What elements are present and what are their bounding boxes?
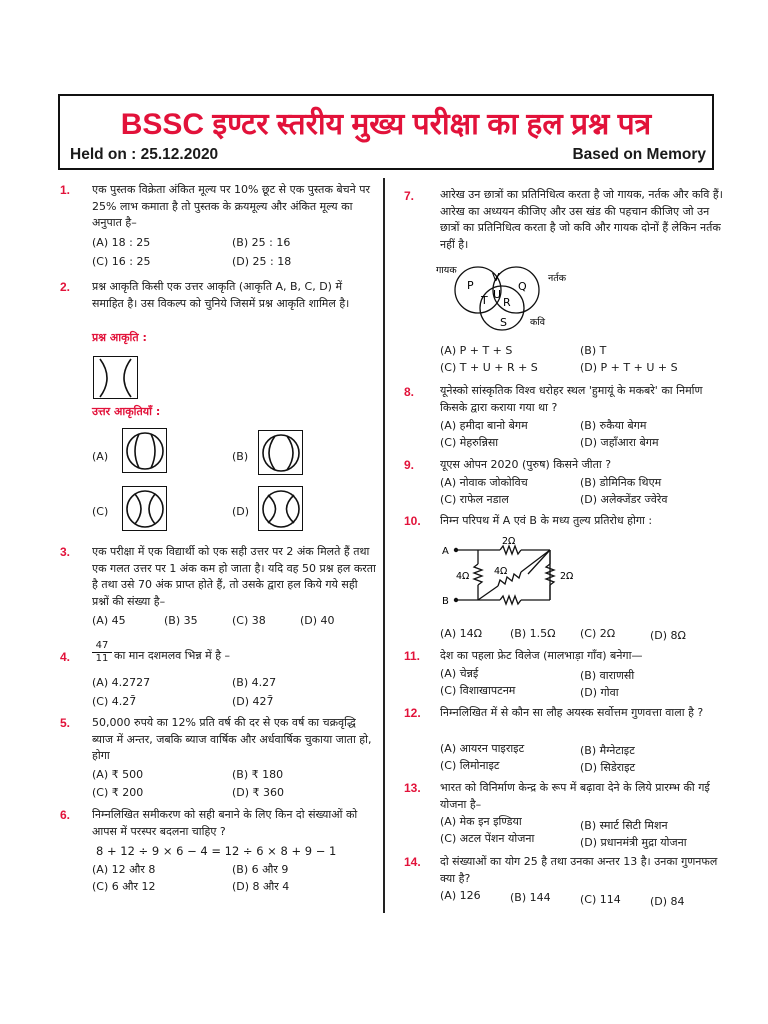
question-text: निम्नलिखित में से कौन सा लौह अयस्क सर्वोत्तम गुणवत्ता वाला है ? bbox=[440, 706, 704, 719]
region-v: V bbox=[492, 271, 500, 284]
figure-b-shape bbox=[259, 431, 304, 476]
figure-d-shape bbox=[259, 487, 304, 532]
option-c[interactable]: (C) 4.27̄ bbox=[92, 695, 137, 708]
option-a[interactable]: (A) नोवाक जोकोविच bbox=[440, 476, 528, 489]
fraction bbox=[92, 640, 112, 665]
option-d[interactable]: (D) 84 bbox=[650, 895, 685, 908]
answer-figure-c[interactable] bbox=[122, 486, 167, 531]
question-text: यूनेस्को सांस्कृतिक विश्व धरोहर स्थल 'हुमायूं के मकबरे' का निर्माण किसके द्वारा कराया गया था ? bbox=[440, 384, 703, 414]
region-t: T bbox=[481, 294, 488, 307]
based-on-memory: Based on Memory bbox=[572, 146, 706, 163]
option-a[interactable]: (A) 18 : 25 bbox=[92, 236, 151, 249]
question-number: 11. bbox=[404, 649, 421, 663]
option-b[interactable]: (B) 25 : 16 bbox=[232, 236, 291, 249]
option-d[interactable]: (D) 25 : 18 bbox=[232, 255, 292, 268]
held-on-date: Held on : 25.12.2020 bbox=[70, 146, 219, 163]
resistor-right-label: 2Ω bbox=[560, 571, 574, 582]
region-r: R bbox=[503, 296, 511, 309]
option-d[interactable]: (D) जहाँआरा बेगम bbox=[580, 436, 659, 449]
resistor-left-label: 4Ω bbox=[456, 571, 470, 582]
option-b[interactable]: (B) 4.27 bbox=[232, 676, 277, 689]
figure-a-shape bbox=[123, 429, 168, 474]
option-d[interactable]: (D) अलेक्जेंडर ज्वेरेव bbox=[580, 493, 668, 506]
figure-c-shape bbox=[123, 487, 168, 532]
question-number: 1. bbox=[60, 183, 71, 197]
option-d[interactable]: (D) P + T + U + S bbox=[580, 361, 678, 374]
question-number: 3. bbox=[60, 545, 71, 559]
option-b[interactable]: (B) 35 bbox=[164, 614, 198, 627]
question-text: निम्नलिखित समीकरण को सही बनाने के लिए किन दो संख्याओं को आपस में परस्पर बदलना चाहिए ? bbox=[92, 808, 358, 838]
resistor-middle-label: 4Ω bbox=[494, 566, 508, 577]
question-number: 4. bbox=[60, 650, 71, 664]
terminal-a-label: A bbox=[442, 546, 449, 557]
answer-figure-d[interactable] bbox=[258, 486, 303, 531]
option-c[interactable]: (C) विशाखापटनम bbox=[440, 684, 516, 697]
option-d[interactable]: (D) 40 bbox=[300, 614, 335, 627]
question-text: एक पुस्तक विक्रेता अंकित मूल्य पर 10% छूट से एक पुस्तक बेचने पर 25% लाभ कमाता है तो पुस्तक के क्रयमूल्य और अंकित मूल्य का अनुपात है– bbox=[92, 183, 371, 229]
option-d[interactable]: (D) प्रधानमंत्री मुद्रा योजना bbox=[580, 836, 687, 849]
option-c[interactable]: (C) 114 bbox=[580, 893, 621, 906]
answer-figure-a[interactable] bbox=[122, 428, 167, 473]
option-b[interactable]: (B) bbox=[232, 450, 249, 463]
option-c[interactable]: (C) bbox=[92, 505, 109, 518]
option-c[interactable]: (C) 16 : 25 bbox=[92, 255, 151, 268]
option-c[interactable]: (C) T + U + R + S bbox=[440, 361, 538, 374]
question-text: आरेख उन छात्रों का प्रतिनिधित्व करता है जो गायक, नर्तक और कवि हैं। आरेख का अध्ययन कीजिए और उस खंड की पहचान कीजिए जो उन छात्रों का प्रतिनिधित्व करता है जो कवि और गायक दोनों हैं लेकिन नर्तक नहीं है। bbox=[440, 188, 723, 251]
terminal-b bbox=[454, 598, 458, 602]
option-b[interactable]: (B) स्मार्ट सिटी मिशन bbox=[580, 819, 668, 832]
option-a[interactable]: (A) bbox=[92, 450, 109, 463]
page-title: BSSC इण्टर स्तरीय मुख्य परीक्षा का हल प्रश्न पत्र bbox=[120, 108, 652, 141]
option-b[interactable]: (B) T bbox=[580, 344, 607, 357]
question-number: 13. bbox=[404, 781, 421, 795]
option-c[interactable]: (C) 2Ω bbox=[580, 627, 616, 640]
question-number: 7. bbox=[404, 189, 415, 203]
question-text: भारत को विनिर्माण केन्द्र के रूप में बढ़ावा देने के लिये प्रारम्भ की गई योजना है– bbox=[440, 781, 710, 811]
question-number: 6. bbox=[60, 808, 71, 822]
option-b[interactable]: (B) वाराणसी bbox=[580, 669, 635, 682]
option-a[interactable]: (A) चेन्नई bbox=[440, 667, 479, 680]
option-a[interactable]: (A) 4.2727 bbox=[92, 676, 151, 689]
question-figure-arcs bbox=[94, 357, 139, 400]
option-a[interactable]: (A) आयरन पाइराइट bbox=[440, 742, 525, 755]
fraction-denominator: 11 bbox=[95, 653, 109, 664]
option-b[interactable]: (B) 1.5Ω bbox=[510, 627, 556, 640]
region-s: S bbox=[500, 316, 507, 329]
option-c[interactable]: (C) राफेल नडाल bbox=[440, 493, 509, 506]
option-d[interactable]: (D) 427̄ bbox=[232, 695, 274, 708]
option-b[interactable]: (B) 6 और 9 bbox=[232, 863, 289, 876]
dancer-label: नर्तक bbox=[548, 273, 566, 284]
option-d[interactable]: (D) सिडेराइट bbox=[580, 761, 636, 774]
option-c[interactable]: (C) मेहरुन्निसा bbox=[440, 436, 499, 449]
question-text: यूएस ओपन 2020 (पुरुष) किसने जीता ? bbox=[440, 458, 612, 471]
option-c[interactable]: (C) अटल पेंशन योजना bbox=[440, 832, 535, 845]
circuit-diagram bbox=[438, 534, 598, 614]
question-text: निम्न परिपथ में A एवं B के मध्य तुल्य प्रतिरोध होगा : bbox=[440, 514, 653, 527]
option-a[interactable]: (A) 45 bbox=[92, 614, 126, 627]
terminal-a bbox=[454, 548, 458, 552]
answer-figures-label: उत्तर आकृतियाँ : bbox=[92, 405, 161, 418]
option-a[interactable]: (A) मेक इन इण्डिया bbox=[440, 815, 522, 828]
option-c[interactable]: (C) लिमोनाइट bbox=[440, 759, 500, 772]
region-q: Q bbox=[518, 280, 527, 293]
option-c[interactable]: (C) 38 bbox=[232, 614, 266, 627]
option-b[interactable]: (B) डोमिनिक थिएम bbox=[580, 476, 662, 489]
question-number: 9. bbox=[404, 458, 415, 472]
option-b[interactable]: (B) रुकैया बेगम bbox=[580, 419, 647, 432]
option-b[interactable]: (B) मैग्नेटाइट bbox=[580, 744, 635, 757]
answer-figure-b[interactable] bbox=[258, 430, 303, 475]
header-box bbox=[58, 94, 714, 170]
singer-label: गायक bbox=[436, 265, 457, 276]
question-text: दो संख्याओं का योग 25 है तथा उनका अन्तर 13 है। उनका गुणनफल क्या है? bbox=[440, 855, 718, 885]
option-d[interactable]: (D) bbox=[232, 505, 250, 518]
option-a[interactable]: (A) 12 और 8 bbox=[92, 863, 156, 876]
question-text: प्रश्न आकृति किसी एक उत्तर आकृति (आकृति A, B, C, D) में समाहित है। उस विकल्प को चुनिये जिसमें प्रश्न आकृति शामिल है। bbox=[92, 280, 350, 310]
option-a[interactable]: (A) हमीदा बानो बेगम bbox=[440, 419, 528, 432]
question-text: देश का पहला फ्रेट विलेज (मालभाड़ा गाँव) बनेगा— bbox=[440, 649, 643, 662]
option-d[interactable]: (D) 8 और 4 bbox=[232, 880, 290, 893]
column-divider bbox=[383, 178, 385, 913]
question-number: 8. bbox=[404, 385, 415, 399]
region-u: U bbox=[493, 288, 502, 301]
option-a[interactable]: (A) P + T + S bbox=[440, 344, 513, 357]
option-c[interactable]: (C) ₹ 200 bbox=[92, 786, 144, 799]
question-text: का मान दशमलव भिन्न में है – bbox=[114, 649, 231, 662]
option-a[interactable]: (A) ₹ 500 bbox=[92, 768, 144, 781]
question-figure bbox=[93, 356, 138, 399]
option-d[interactable]: (D) 8Ω bbox=[650, 629, 686, 642]
question-number: 14. bbox=[404, 855, 421, 869]
option-b[interactable]: (B) 144 bbox=[510, 891, 551, 904]
option-c[interactable]: (C) 6 और 12 bbox=[92, 880, 156, 893]
region-p: P bbox=[467, 279, 474, 292]
question-number: 12. bbox=[404, 706, 421, 720]
poet-label: कवि bbox=[530, 317, 546, 328]
question-figure-label: प्रश्न आकृति : bbox=[92, 331, 147, 344]
question-number: 2. bbox=[60, 280, 71, 294]
equation: 8 + 12 ÷ 9 × 6 − 4 = 12 ÷ 6 × 8 + 9 − 1 bbox=[96, 844, 337, 858]
option-a[interactable]: (A) 14Ω bbox=[440, 627, 483, 640]
question-text: 50,000 रुपये का 12% प्रति वर्ष की दर से एक वर्ष का चक्रवृद्धि ब्याज में अन्तर, जबकि ब्याज वार्षिक और अर्धवार्षिक चुकाया जाता हो, होगा bbox=[92, 716, 372, 762]
question-number: 10. bbox=[404, 514, 421, 528]
resistor-top-label: 2Ω bbox=[502, 536, 516, 547]
venn-diagram bbox=[436, 262, 576, 337]
fraction-numerator: 47 bbox=[92, 640, 112, 653]
terminal-b-label: B bbox=[442, 596, 449, 607]
option-d[interactable]: (D) ₹ 360 bbox=[232, 786, 285, 799]
question-text: एक परीक्षा में एक विद्यार्थी को एक सही उत्तर पर 2 अंक मिलते हैं तथा एक गलत उत्तर पर 1 अंक कम हो जाता है। यदि वह 50 प्रश्न हल करता है तथा उसे 70 अंक प्राप्त होते हैं, तो उसके द्वारा हल किये गये सही प्रश्नों की संख्या है– bbox=[92, 545, 376, 608]
option-b[interactable]: (B) ₹ 180 bbox=[232, 768, 284, 781]
question-number: 5. bbox=[60, 716, 71, 730]
option-a[interactable]: (A) 126 bbox=[440, 889, 481, 902]
option-d[interactable]: (D) गोवा bbox=[580, 686, 619, 699]
